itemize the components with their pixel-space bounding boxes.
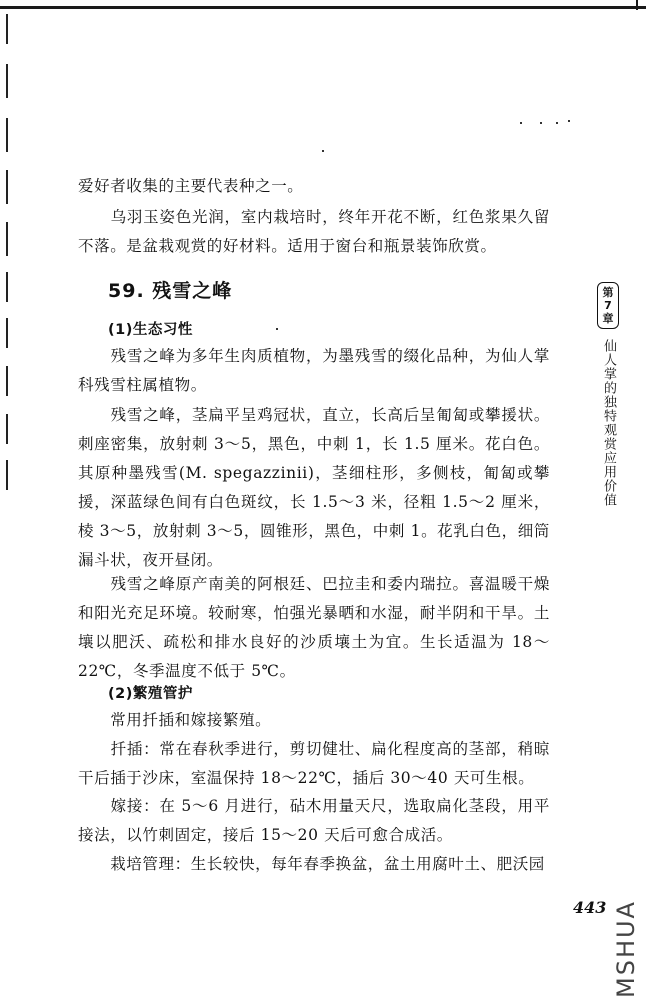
scan-speck	[520, 122, 522, 124]
margin-mark	[6, 460, 8, 490]
margin-mark	[6, 366, 8, 396]
chapter-badge: 第 7 章	[597, 282, 619, 329]
paragraph: 残雪之峰原产南美的阿根廷、巴拉圭和委内瑞拉。喜温暖干燥和阳光充足环境。较耐寒，怕强光暴晒和水湿，耐半阴和干旱。土壤以肥沃、疏松和排水良好的沙质壤土为宜。生长适温为 18～22℃，冬季温度不低于 5℃。	[78, 575, 550, 680]
paragraph: 爱好者收集的主要代表种之一。	[78, 177, 304, 195]
top-rule	[0, 6, 646, 9]
margin-mark	[6, 222, 8, 256]
margin-mark	[6, 272, 8, 302]
margin-mark	[6, 318, 8, 348]
page-number: 443	[573, 898, 607, 917]
subheading: (1)生态习性	[108, 322, 193, 338]
margin-mark	[6, 414, 8, 444]
paragraph: 乌羽玉姿色光润，室内栽培时，终年开花不断，红色浆果久留不落。是盆栽观赏的好材料。适用于窗台和瓶景装饰欣赏。	[78, 208, 550, 255]
scan-speck	[276, 328, 278, 330]
margin-mark	[6, 118, 8, 152]
scan-speck	[568, 120, 570, 122]
margin-mark	[6, 170, 8, 204]
section-title: 59. 残雪之峰	[108, 280, 233, 302]
top-rule-tick	[636, 0, 638, 10]
subheading: (2)繁殖管护	[108, 686, 193, 702]
chapter-tab	[594, 282, 622, 507]
scan-speck	[322, 150, 324, 152]
paragraph: 残雪之峰，茎扁平呈鸡冠状，直立，长高后呈匍匐或攀援状。刺座密集，放射刺 3～5，黑色，中刺 1，长 1.5 厘米。花白色。其原种墨残雪(M. spegazzinii)，茎细柱形，多侧枝，匍匐或攀援，深蓝绿色间有白色斑纹，长 1.5～3 米，径粗 1.5～2 厘米，棱 3～5，放射刺 3～5，圆锥形，黑色，中刺 1。花乳白色，细筒漏斗状，夜开昼闭。	[78, 406, 550, 569]
paragraph: 栽培管理：生长较快，每年春季换盆，盆土用腐叶土、肥沃园	[78, 855, 545, 873]
paragraph: 残雪之峰为多年生肉质植物，为墨残雪的缀化品种，为仙人掌科残雪柱属植物。	[78, 347, 550, 394]
chapter-title: 仙人掌的独特观赏应用价值	[601, 339, 616, 507]
paragraph: 嫁接：在 5～6 月进行，砧木用量天尺，选取扁化茎段，用平接法，以竹刺固定，接后 15～20 天后可愈合成活。	[78, 797, 550, 844]
scan-speck	[556, 122, 558, 124]
watermark: MSHUA	[612, 900, 640, 998]
margin-mark	[6, 14, 8, 44]
scan-speck	[540, 122, 542, 124]
paragraph: 常用扦插和嫁接繁殖。	[78, 711, 272, 729]
margin-mark	[6, 64, 8, 98]
paragraph: 扦插：常在春秋季进行，剪切健壮、扁化程度高的茎部，稍晾干后插于沙床，室温保持 18～22℃，插后 30～40 天可生根。	[78, 740, 550, 787]
